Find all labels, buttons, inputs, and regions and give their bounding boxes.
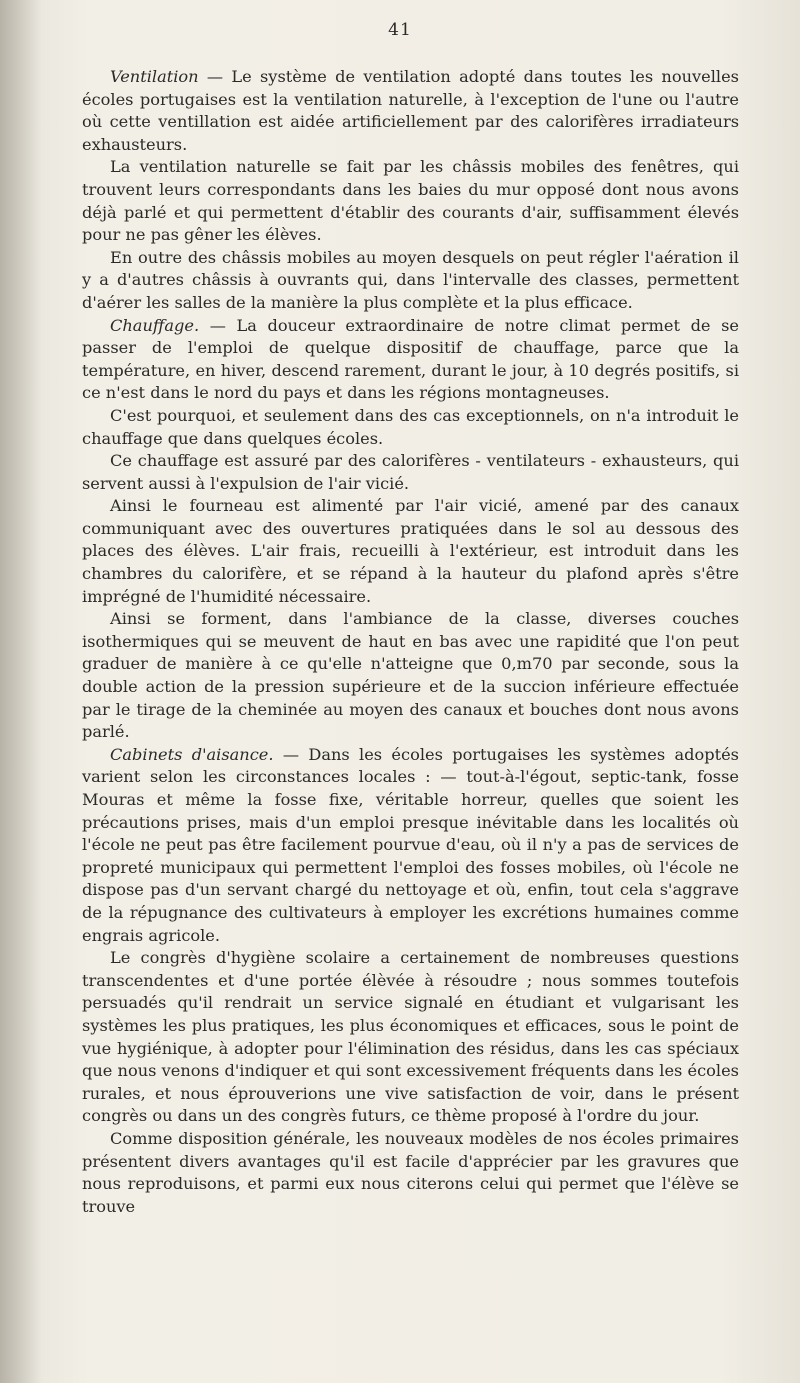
- section-heading-cabinets: Cabinets d'aisance.: [110, 744, 274, 764]
- paragraph: [82, 1128, 739, 1218]
- paragraph-text: Ce chauffage est assuré par des calorifères - ventilateurs - exhausteurs, qui servent aussi à l'expulsion de l'air vicié.: [82, 451, 739, 493]
- paragraph: [82, 608, 739, 744]
- paragraph-text: La ventilation naturelle se fait par les châssis mobiles des fenêtres, qui trouvent leurs correspondants dans les baies du mur opposé dont nous avons déjà parlé et qui permettent d'établir des courants d'air, suffisamment élevés pour ne pas gêner les élèves.: [82, 157, 739, 245]
- paragraph: [82, 495, 739, 608]
- binding-shadow: [0, 0, 42, 1383]
- paragraph-text: — Dans les écoles portugaises les systèmes adoptés varient selon les circonstances locales : — tout-à-l'égout, septic-tank, fosse Mouras et même la fosse fixe, véritable horreur, quelles que soient les précautions prises, mais d'un emploi presque inévitable dans les localités où l'école ne peut pas être facilement pourvue d'eau, où il n'y a pas de services de propreté municipaux qui permettent l'emploi des fosses mobiles, où l'école ne dispose pas d'un servant chargé du nettoyage et où, enfin, tout cela s'aggrave de la répugnance des cultivateurs à employer les excrétions humaines comme engrais agricole.: [82, 744, 739, 945]
- paragraph-text: Ainsi se forment, dans l'ambiance de la classe, diverses couches isothermiques qui se meuvent de haut en bas avec une rapidité que l'on peut graduer de manière à ce qu'elle n'atteigne que 0,m70 par seconde, sous la double action de la pression supérieure et de la succion inférieure effectuée par le tirage de la cheminée au moyen des canaux et bouches dont nous avons parlé.: [82, 609, 739, 742]
- paragraph-text: — Le système de ventilation adopté dans toutes les nouvelles écoles portugaises est la ventilation naturelle, à l'exception de l'une ou l'autre où cette ventillation est aidée artificiellement par des calorifères irradiateurs exhausteurs.: [82, 67, 739, 154]
- paragraph-cabinets: [82, 744, 739, 947]
- paragraph-text: C'est pourquoi, et seulement dans des cas exceptionnels, on n'a introduit le chauffage que dans quelques écoles.: [82, 405, 739, 448]
- paragraph-text: — La douceur extraordinaire de notre climat permet de se passer de l'emploi de quelque dispositif de chauffage, parce que la température, en hiver, descend rarement, durant le jour, à 10 degrés positifs, si ce n'est dans le nord du pays et dans les régions montagneuses.: [82, 315, 739, 403]
- paragraph: [82, 450, 739, 495]
- section-heading-chauffage: Chauffage.: [110, 315, 200, 335]
- paragraph-text: Le congrès d'hygiène scolaire a certainement de nombreuses questions transcendentes et d'une portée élèvée à résoudre ; nous sommes toutefois persuadés qu'il rendrait un service signalé en étudiant et vulgarisant les systèmes les plus pratiques, les plus économiques et efficaces, sous le point de vue hygiénique, à adopter pour l'élimination des résidus, dans les cas spéciaux que nous venons d'indiquer et qui sont excessivement fréquents dans les écoles rurales, et nous éprouverions une vive satisfaction de voir, dans le présent congrès ou dans un des congrès futurs, ce thème proposé à l'ordre du jour.: [82, 948, 739, 1126]
- body-text: [82, 66, 739, 1218]
- paragraph-text: Ainsi le fourneau est alimenté par l'air vicié, amené par des canaux communiquant avec des ouvertures pratiquées dans le sol au dessous des places des élèves. L'air frais, recueilli à l'extérieur, est introduit dans les chambres du calorifère, et se répand à la hauteur du plafond après s'être imprégné de l'humidité nécessaire.: [82, 496, 739, 606]
- page-number: 41: [388, 20, 412, 40]
- paragraph-text: En outre des châssis mobiles au moyen desquels on peut régler l'aération il y a d'autres châssis à ouvrants qui, dans l'intervalle des classes, permettent d'aérer les salles de la manière la plus complète et la plus efficace.: [82, 247, 739, 312]
- paragraph: [82, 247, 739, 315]
- paragraph-ventilation: [82, 66, 739, 156]
- paragraph: [82, 947, 739, 1128]
- paragraph: [82, 156, 739, 246]
- paragraph-text: Comme disposition générale, les nouveaux modèles de nos écoles primaires présentent divers avantages qu'il est facile d'apprécier par les gravures que nous reproduisons, et parmi eux nous citerons celui qui permet que l'élève se trouve: [82, 1128, 739, 1216]
- section-heading-ventilation: Ventilation: [110, 67, 199, 86]
- paragraph-chauffage: [82, 315, 739, 405]
- paragraph: [82, 405, 739, 450]
